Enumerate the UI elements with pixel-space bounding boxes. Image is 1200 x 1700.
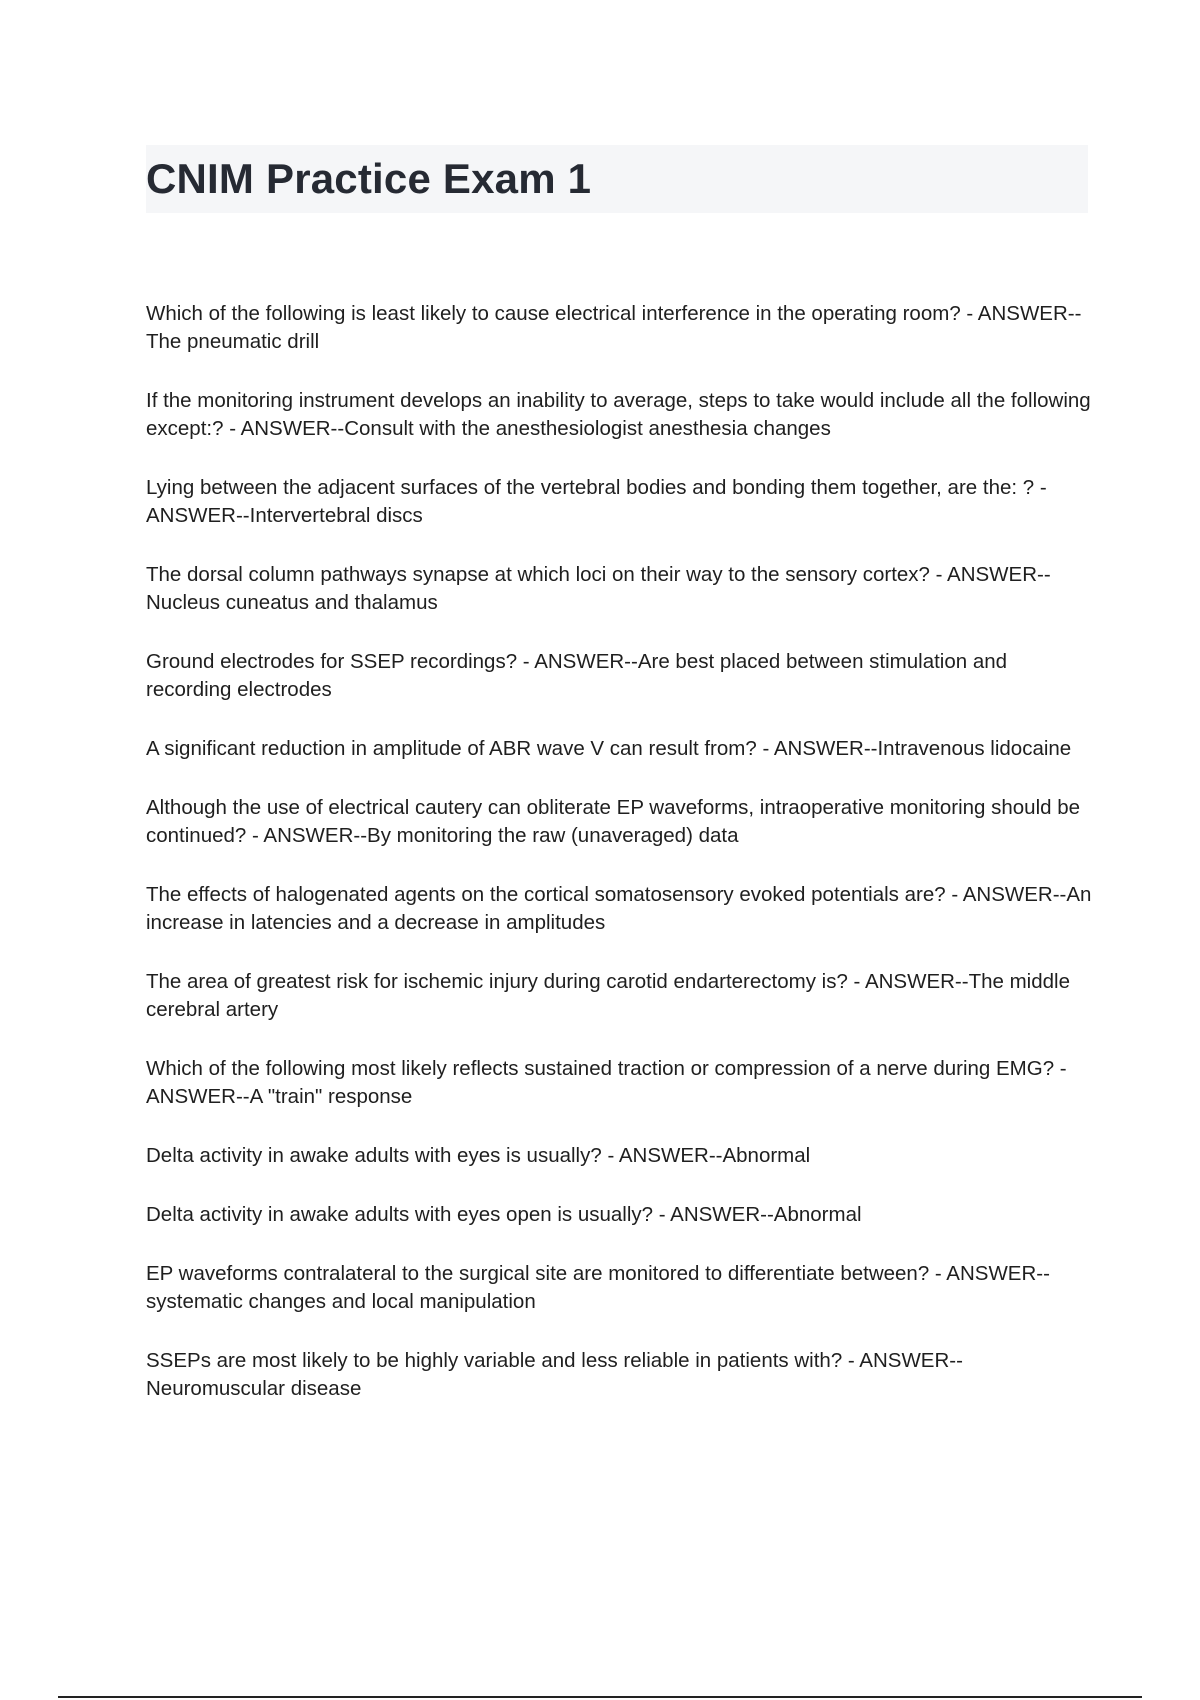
question-answer-item: A significant reduction in amplitude of ABR wave V can result from? - ANSWER--Intravenous lidocaine (146, 737, 1072, 760)
footer-divider (58, 1696, 1142, 1698)
question-answer-item: The area of greatest risk for ischemic injury during carotid endarterectomy is? - ANSWER--The middle cerebral artery (146, 970, 1070, 1021)
question-answer-item: Ground electrodes for SSEP recordings? - ANSWER--Are best placed between stimulation and recording electrodes (146, 650, 1008, 701)
title-banner (146, 145, 1088, 213)
page-title: CNIM Practice Exam 1 (146, 155, 592, 202)
question-answer-item: Although the use of electrical cautery can obliterate EP waveforms, intraoperative monitoring should be continued? - ANSWER--By monitoring the raw (unaveraged) data (146, 796, 1081, 847)
question-answer-item: The effects of halogenated agents on the cortical somatosensory evoked potentials are? - ANSWER--An increase in latencies and a decrease in amplitudes (146, 883, 1092, 934)
question-answer-item: SSEPs are most likely to be highly variable and less reliable in patients with? - ANSWER--Neuromuscular disease (146, 1349, 963, 1400)
question-answer-item: Which of the following is least likely to cause electrical interference in the operating room? - ANSWER--The pneumatic drill (146, 302, 1082, 353)
question-answer-item: Delta activity in awake adults with eyes open is usually? - ANSWER--Abnormal (146, 1203, 862, 1226)
question-answer-item: If the monitoring instrument develops an inability to average, steps to take would include all the following except:? - ANSWER--Consult with the anesthesiologist anesthesia changes (146, 389, 1091, 440)
question-answer-item: The dorsal column pathways synapse at which loci on their way to the sensory cortex? - ANSWER--Nucleus cuneatus and thalamus (146, 563, 1051, 614)
question-answer-list (146, 300, 1096, 1434)
question-answer-item: Lying between the adjacent surfaces of the vertebral bodies and bonding them together, are the: ? - ANSWER--Intervertebral discs (146, 476, 1047, 527)
question-answer-item: Which of the following most likely reflects sustained traction or compression of a nerve during EMG? - ANSWER--A "train" response (146, 1057, 1067, 1108)
question-answer-item: Delta activity in awake adults with eyes is usually? - ANSWER--Abnormal (146, 1144, 811, 1167)
question-answer-item: EP waveforms contralateral to the surgical site are monitored to differentiate between? - ANSWER--systematic changes and local manipulation (146, 1262, 1050, 1313)
